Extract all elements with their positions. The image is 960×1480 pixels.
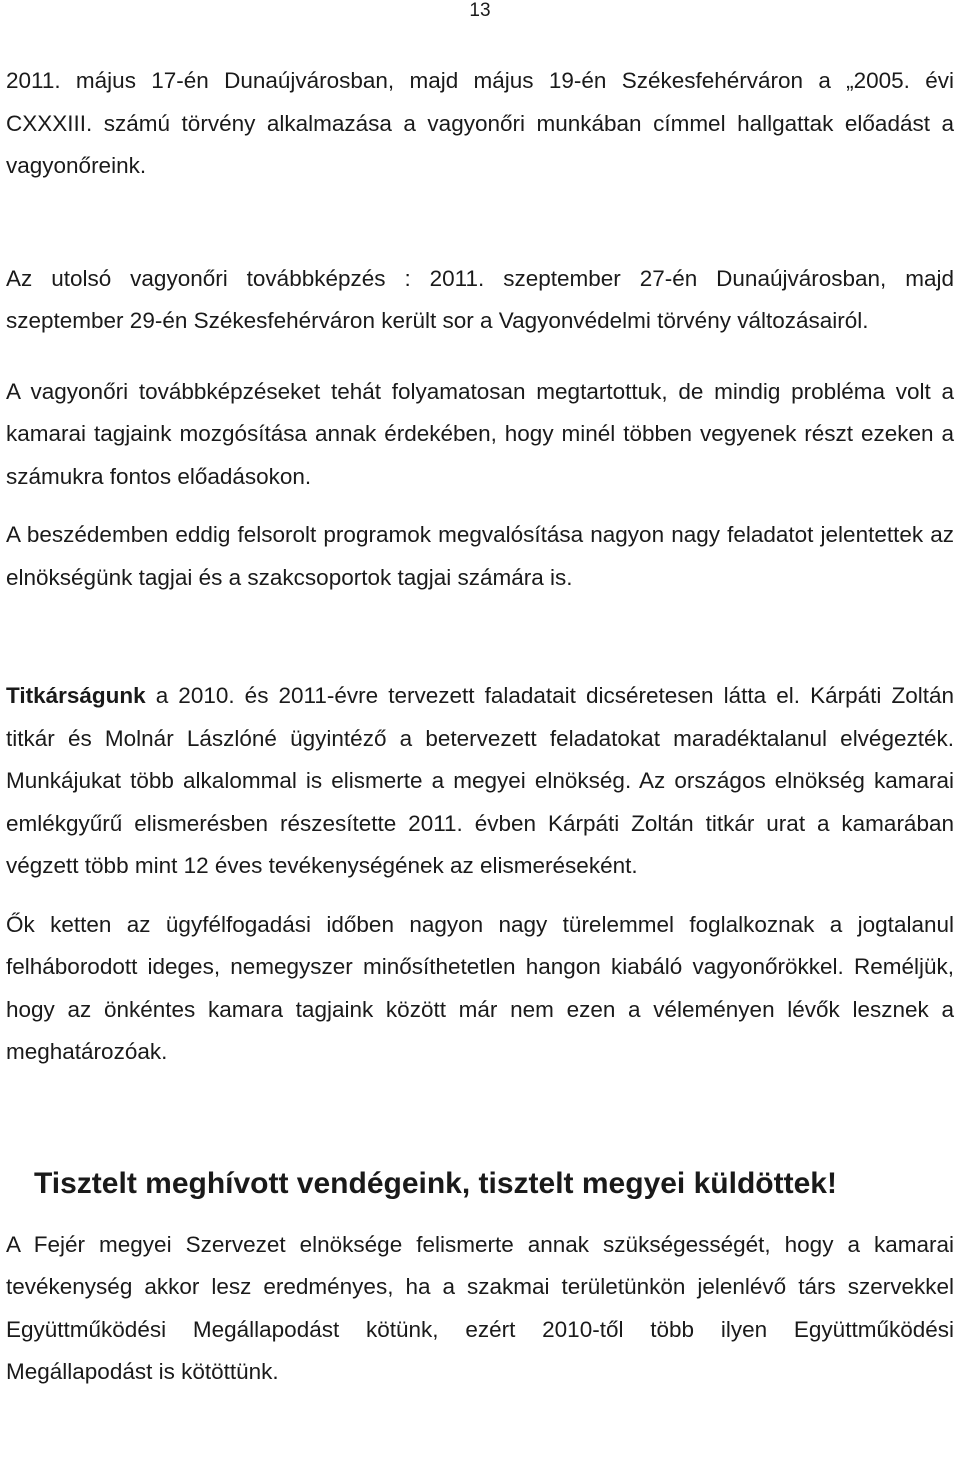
section-heading: Tisztelt meghívott vendégeink, tisztelt megyei küldöttek!: [34, 1166, 837, 1200]
secretariat-text: a 2010. és 2011-évre tervezett faladatait dicséretesen látta el. Kárpáti Zoltán titkár és Molnár Lászlóné ügyintéző a betervezett feladatokat maradéktalanul elvégezték. Munkájukat több alkalommal is elismerte a megyei elnökség. Az országos elnökség kamarai emlékgyűrű elismerésben részesítette 2011. évben Kárpáti Zoltán titkár urat a kamarában végzett több mint 12 éves tevékenységének az elismeréseként.: [6, 683, 954, 878]
paragraph-training-may: 2011. május 17-én Dunaújvárosban, majd május 19-én Székesfehérváron a „2005. évi CXXXIII. számú törvény alkalmazása a vagyonőri munkában címmel hallgattak előadást a vagyonőreink.: [6, 68, 954, 178]
paragraph-program-effort: A beszédemben eddig felsorolt programok megvalósítása nagyon nagy feladatot jelentettek az elnökségünk tagjai és a szakcsoportok tagjai számára is.: [6, 522, 954, 590]
page-number: 13: [469, 0, 491, 21]
document-body: [6, 60, 954, 1394]
paragraph-secretariat: [6, 675, 954, 888]
paragraph-client-reception: Ők ketten az ügyfélfogadási időben nagyon nagy türelemmel foglalkoznak a jogtalanul felháborodott ideges, nemegyszer minősíthetetlen hangon kiabáló vagyonőrökkel. Reméljük, hogy az önkéntes kamara tagjaink között már nem ezen a véleményen lévők lesznek a meghatározóak.: [6, 911, 954, 1064]
secretariat-lead: Titkárságunk: [6, 683, 146, 708]
paragraph-training-summary: A vagyonőri továbbképzéseket tehát folyamatosan megtartottuk, de mindig probléma volt a kamarai tagjaink mozgósítása annak érdekében, hogy minél többen vegyenek részt ezeken a számukra fontos előadásokon.: [6, 378, 954, 489]
paragraph-cooperation: A Fejér megyei Szervezet elnöksége felismerte annak szükségességét, hogy a kamarai tevékenység akkor lesz eredményes, ha a szakmai területünkön jelenlévő társ szervekkel Együttműködési Megállapodást kötünk, ezért 2010-től több ilyen Együttműködési Megállapodást is kötöttünk.: [6, 1231, 954, 1384]
paragraph-training-september: Az utolsó vagyonőri továbbképzés : 2011. szeptember 27-én Dunaújvárosban, majd szeptember 29-én Székesfehérváron került sor a Vagyonvédelmi törvény változásairól.: [6, 265, 954, 333]
